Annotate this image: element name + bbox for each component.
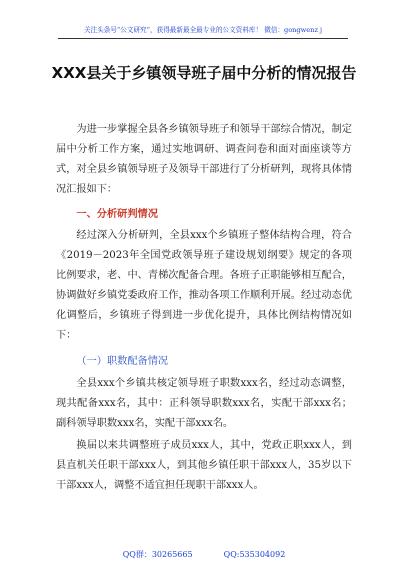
document-title: XXX县关于乡镇领导班子届中分析的情况报告 bbox=[51, 64, 357, 82]
footer-qq: QQ:535304092 bbox=[223, 550, 286, 559]
section-heading-analysis: 一、分析研判情况 bbox=[76, 209, 158, 220]
analysis-paragraph: 经过深入分析研判，全县xxx个乡镇班子整体结构合理，符合《2019－2023年全国党政领导班子建设规划纲要》规定的各项比例要求，老、中、青梯次配备合理。各班子正职能够相互配合，协调做好乡镇党委政府工作，推动各项工作顺利开展。经过动态优化调整后，乡镇班子得到进一步优化提升，具体比例结构情况如下： bbox=[56, 230, 352, 341]
footer-contact bbox=[0, 549, 408, 561]
subsection-heading-staffing: （一）职数配备情况 bbox=[76, 356, 169, 367]
header-divider bbox=[58, 38, 348, 39]
intro-paragraph: 为进一步掌握全县各乡镇领导班子和领导干部综合情况，制定届中分析工作方案，通过实地调研、调查问卷和面对面座谈等方式，对全县乡镇领导班子及领导干部进行了分析研判，现将具体情况汇报如下： bbox=[56, 124, 352, 195]
staffing-paragraph: 全县xxx个乡镇共核定领导班子职数xxx名，经过动态调整，现共配备xxx名，其中：正科领导职数xxx名，实配干部xxx名；副科领导职数xxx名，实配干部xxx名。 bbox=[56, 378, 352, 429]
header-banner: 关注头条号“公文研究”，获得最新最全最专业的公文资料库！ 微信：gongwenz j bbox=[83, 26, 323, 34]
footer-qq-group: QQ群：30265665 bbox=[122, 550, 193, 559]
adjustment-paragraph: 换届以来共调整班子成员xxx人，其中，党政正职xxx人，到县直机关任职干部xxx人，到其他乡镇任职干部xxx人，35岁以下干部xxx人，调整不适宜担任现职干部xxx人。 bbox=[56, 440, 352, 491]
